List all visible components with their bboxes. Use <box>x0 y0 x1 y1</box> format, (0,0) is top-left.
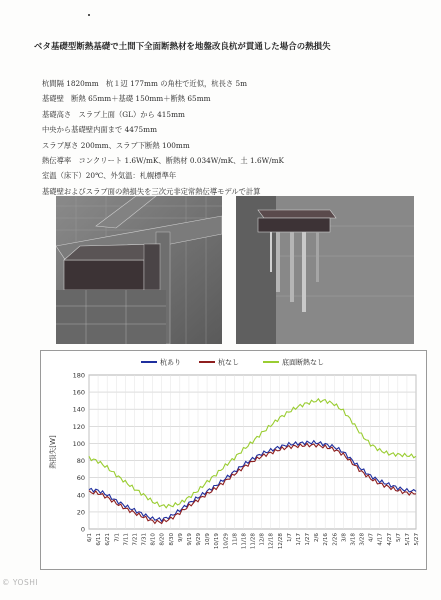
heat-loss-chart-svg <box>41 351 426 569</box>
y-tick-label: 80 <box>76 457 85 466</box>
x-tick-label: 9/29 <box>196 533 202 546</box>
x-tick-label: 3/18 <box>350 533 357 546</box>
x-tick-label: 5/27 <box>414 533 420 546</box>
document-title: ベタ基礎型断熱基礎で土間下全面断熱材を地盤改良杭が貫通した場合の熱損失 <box>34 41 331 51</box>
watermark: © YOSHI <box>2 578 39 587</box>
x-tick-label: 8/10 <box>150 533 157 546</box>
spec-list <box>42 76 422 199</box>
spec-slab-thickness: スラブ厚さ 200mm、スラブ下断熱 100mm <box>42 140 190 150</box>
x-tick-label: 9/9 <box>177 533 184 543</box>
x-tick-label: 3/8 <box>341 533 348 543</box>
y-tick-label: 0 <box>80 525 85 534</box>
x-tick-label: 12/8 <box>259 533 266 546</box>
x-tick-label: 12/18 <box>268 533 275 550</box>
x-tick-label: 9/19 <box>186 533 193 546</box>
x-tick-label: 5/7 <box>395 533 402 543</box>
x-tick-label: 8/20 <box>159 533 166 546</box>
x-tick-label: 10/9 <box>205 533 212 546</box>
x-tick-label: 1/27 <box>305 533 311 546</box>
x-tick-label: 8/30 <box>168 533 175 546</box>
x-tick-label: 11/18 <box>241 533 248 550</box>
y-tick-label: 140 <box>72 405 85 414</box>
foundation-model-render <box>56 196 222 344</box>
y-tick-label: 20 <box>76 508 85 517</box>
x-tick-label: 11/28 <box>250 533 257 550</box>
spec-foundation-height: 基礎高さ スラブ上面（GL）から 415mm <box>42 109 185 119</box>
spec-temperatures: 室温（床下）20℃、外気温：札幌標準年 <box>42 171 177 181</box>
y-tick-label: 120 <box>72 422 85 431</box>
x-tick-label: 7/11 <box>123 533 130 546</box>
y-tick-label: 40 <box>76 491 85 500</box>
spec-pile-spacing: 杭間隔 1820mm 杭１辺 177mm の角柱で近似，杭長さ 5m <box>42 79 248 88</box>
x-tick-label: 7/1 <box>114 533 121 543</box>
spec-calculation-method: 基礎壁およびスラブ面の熱損失を三次元非定常熱伝導モデルで計算 <box>42 186 261 196</box>
x-tick-label: 4/7 <box>368 533 375 543</box>
x-tick-label: 2/6 <box>314 533 321 543</box>
x-tick-label: 2/26 <box>332 533 339 546</box>
x-tick-label: 11/8 <box>232 533 239 546</box>
heat-loss-chart <box>40 350 427 570</box>
x-tick-label: 1/17 <box>295 533 302 546</box>
legend-label-3: 底面断熱なし <box>282 358 324 367</box>
x-tick-label: 10/29 <box>223 533 230 550</box>
legend-label-1: 杭あり <box>160 358 181 367</box>
x-tick-label: 4/17 <box>377 533 384 546</box>
x-tick-label: 6/1 <box>87 533 93 543</box>
legend-label-2: 杭なし <box>218 358 239 367</box>
page-mark <box>88 14 90 16</box>
y-tick-label: 100 <box>72 439 85 448</box>
x-tick-label: 1/7 <box>286 533 293 543</box>
x-tick-label: 5/17 <box>404 533 411 546</box>
y-tick-label: 60 <box>76 474 85 483</box>
x-tick-label: 3/28 <box>359 533 366 546</box>
pile-detail-render <box>236 196 414 344</box>
spec-foundation-wall: 基礎壁 断熱 65mm＋基礎 150mm＋断熱 65mm <box>42 94 211 104</box>
x-tick-label: 7/21 <box>132 533 139 546</box>
y-tick-label: 160 <box>72 388 85 397</box>
spec-thermal-conductivity: 熱伝導率 コンクリート 1.6W/mK、断熱材 0.034W/mK、土 1.6W/mK <box>42 155 284 165</box>
y-axis-label: 熱損失[W] <box>49 435 57 469</box>
x-tick-label: 2/16 <box>323 533 330 546</box>
x-tick-label: 10/19 <box>214 533 221 550</box>
spec-center-distance: 中央から基礎壁内面まで 4475mm <box>42 125 157 135</box>
x-tick-label: 12/28 <box>277 533 284 550</box>
x-tick-label: 7/31 <box>141 533 148 546</box>
x-tick-label: 4/27 <box>386 533 393 546</box>
y-tick-label: 180 <box>72 371 85 380</box>
x-tick-label: 6/21 <box>105 533 112 546</box>
x-tick-label: 6/11 <box>96 533 103 546</box>
